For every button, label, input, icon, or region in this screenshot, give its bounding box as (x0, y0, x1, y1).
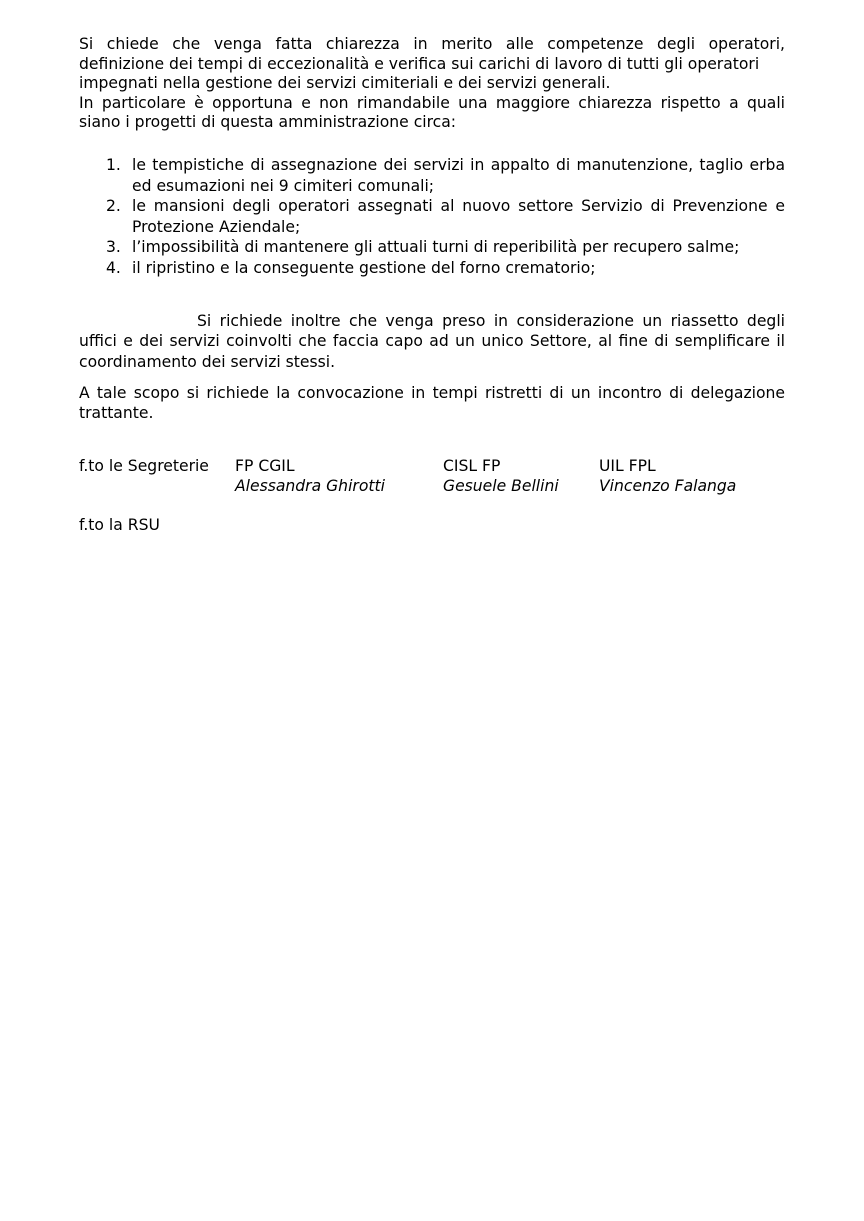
signature-block-fp-cgil (235, 456, 385, 496)
list-item-number: 1. (106, 156, 121, 174)
numbered-list (79, 155, 785, 278)
intro-paragraph (79, 35, 785, 133)
meeting-request-paragraph: A tale scopo si richiede la convocazione in tempi ristretti di un incontro di delegazione trattante. (79, 384, 785, 423)
list-item-number: 3. (106, 238, 121, 256)
signature-label: f.to le Segreterie (79, 457, 209, 475)
list-item-text: il ripristino e la conseguente gestione del forno crematorio; (132, 258, 596, 277)
rsu-signature-label: f.to la RSU (79, 516, 160, 534)
list-item-number: 2. (106, 197, 121, 215)
list-item-text: le tempistiche di assegnazione dei servizi in appalto di manutenzione, taglio erba ed esumazioni nei 9 cimiteri comunali; (132, 156, 785, 195)
list-item (79, 258, 785, 279)
signature-org: CISL FP (443, 457, 501, 475)
intro-line: siano i progetti di questa amministrazione circa: (79, 113, 457, 132)
reorganization-paragraph: Si richiede inoltre che venga preso in considerazione un riassetto degli uffici e dei servizi coinvolti che faccia capo ad un unico Settore, al fine di semplificare il coordinamento dei servizi stessi. (79, 312, 785, 371)
signature-name: Vincenzo Falanga (599, 477, 737, 495)
intro-line: In particolare è opportuna e non rimandabile una maggiore chiarezza rispetto a quali (79, 93, 785, 112)
intro-line: definizione dei tempi di eccezionalità e verifica sui carichi di lavoro di tutti gli operatori (79, 54, 760, 73)
signature-org: FP CGIL (235, 457, 295, 475)
list-item-number: 4. (106, 258, 121, 277)
list-item (79, 196, 785, 237)
list-item-text: le mansioni degli operatori assegnati al nuovo settore Servizio di Prevenzione e Protezione Aziendale; (132, 197, 785, 236)
signature-block-cisl-fp (443, 456, 559, 496)
list-item (79, 237, 785, 258)
signature-name: Gesuele Bellini (443, 477, 559, 495)
list-item-text: l’impossibilità di mantenere gli attuali turni di reperibilità per recupero salme; (132, 238, 740, 256)
signature-block-uil-fpl (599, 456, 736, 496)
intro-line: impegnati nella gestione dei servizi cimiteriali e dei servizi generali. (79, 74, 611, 93)
intro-line: Si chiede che venga fatta chiarezza in merito alle competenze degli operatori, (79, 35, 785, 53)
signature-name: Alessandra Ghirotti (235, 477, 385, 495)
list-item (79, 155, 785, 196)
signature-org: UIL FPL (599, 457, 656, 475)
